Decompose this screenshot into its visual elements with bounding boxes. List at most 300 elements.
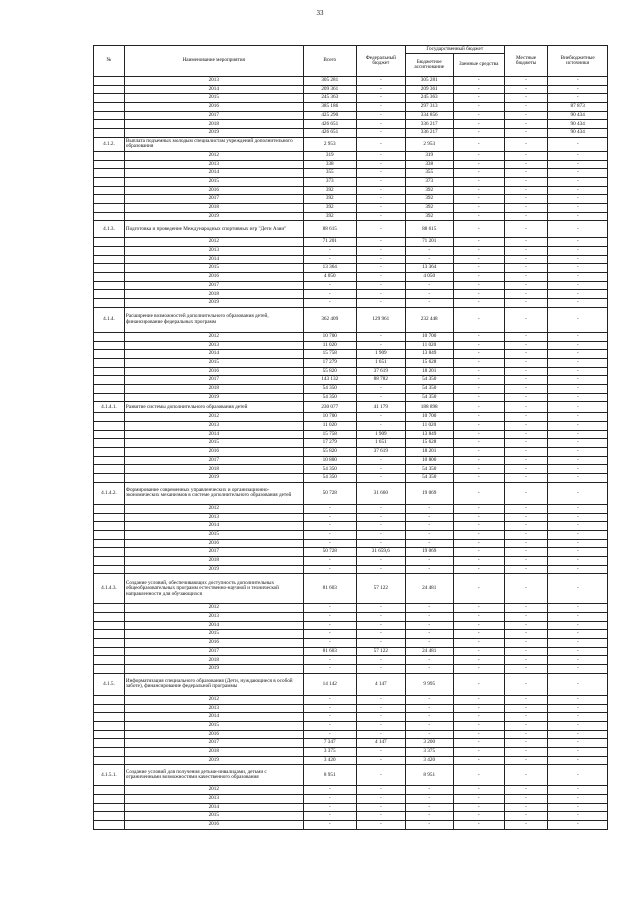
cell-local: - [504, 695, 548, 704]
table-row-program [94, 137, 608, 151]
cell-extra: - [548, 513, 608, 522]
table-row-program [94, 482, 608, 504]
cell-local: - [504, 367, 548, 376]
cell-total: 362 409 [303, 307, 356, 332]
cell-year: 2014 [124, 522, 303, 531]
cell-budget: 54 350 [405, 474, 453, 483]
table-row-year [94, 695, 608, 704]
cell-loan: - [453, 439, 504, 448]
table-row-year [94, 448, 608, 457]
cell-code [94, 522, 125, 531]
cell-extra: - [548, 673, 608, 695]
cell-federal: - [356, 393, 405, 402]
cell-local: - [504, 255, 548, 264]
cell-code: 4.1.4.3. [94, 574, 125, 604]
cell-extra: - [548, 574, 608, 604]
cell-year: 2018 [124, 384, 303, 393]
cell-federal: - [356, 413, 405, 422]
cell-year: 2013 [124, 422, 303, 431]
table-row-year [94, 639, 608, 648]
cell-year: 2014 [124, 430, 303, 439]
table-row-program [94, 765, 608, 786]
table-row-year [94, 273, 608, 282]
cell-local: - [504, 290, 548, 299]
cell-extra: - [548, 522, 608, 531]
cell-total: - [303, 821, 356, 830]
cell-budget: - [405, 821, 453, 830]
cell-local: - [504, 94, 548, 103]
cell-budget: 336 217 [405, 129, 453, 138]
cell-code [94, 376, 125, 385]
cell-budget: 392 [405, 186, 453, 195]
cell-code [94, 238, 125, 247]
cell-loan: - [453, 169, 504, 178]
cell-federal: - [356, 151, 405, 160]
cell-extra: - [548, 151, 608, 160]
cell-code: 4.1.2. [94, 137, 125, 151]
cell-total: 319 [303, 151, 356, 160]
cell-code [94, 203, 125, 212]
cell-extra: - [548, 430, 608, 439]
cell-budget: - [405, 695, 453, 704]
cell-extra: - [548, 203, 608, 212]
cell-year: 2016 [124, 448, 303, 457]
cell-total: 385 186 [303, 103, 356, 112]
cell-total: - [303, 281, 356, 290]
cell-local: - [504, 212, 548, 221]
cell-federal: 57 122 [356, 647, 405, 656]
cell-budget: 54 350 [405, 393, 453, 402]
cell-local: - [504, 565, 548, 574]
cell-extra: - [548, 539, 608, 548]
cell-federal: - [356, 384, 405, 393]
table-row-year [94, 747, 608, 756]
cell-federal: - [356, 730, 405, 739]
cell-federal: - [356, 747, 405, 756]
cell-extra: - [548, 765, 608, 786]
cell-local: - [504, 765, 548, 786]
cell-code [94, 604, 125, 613]
cell-loan: - [453, 430, 504, 439]
cell-budget: - [405, 613, 453, 622]
cell-total: 11 020 [303, 422, 356, 431]
cell-local: - [504, 350, 548, 359]
cell-local: - [504, 448, 548, 457]
cell-extra: - [548, 656, 608, 665]
table-row-year [94, 730, 608, 739]
cell-loan: - [453, 639, 504, 648]
cell-year: 2017 [124, 739, 303, 748]
cell-code [94, 299, 125, 308]
cell-local: - [504, 665, 548, 674]
cell-local: - [504, 474, 548, 483]
cell-loan: - [453, 448, 504, 457]
cell-year: 2014 [124, 85, 303, 94]
cell-loan: - [453, 160, 504, 169]
cell-budget: 355 [405, 169, 453, 178]
cell-budget: 71 201 [405, 238, 453, 247]
cell-year: 2019 [124, 299, 303, 308]
cell-local: - [504, 120, 548, 129]
cell-federal: 1 909 [356, 430, 405, 439]
table-row-year [94, 393, 608, 402]
cell-local: - [504, 656, 548, 665]
cell-extra: - [548, 439, 608, 448]
table-row-year [94, 803, 608, 812]
cell-year: 2012 [124, 695, 303, 704]
cell-extra: - [548, 482, 608, 504]
cell-extra: - [548, 695, 608, 704]
cell-loan: - [453, 203, 504, 212]
cell-total: 10 700 [303, 413, 356, 422]
cell-code [94, 177, 125, 186]
cell-budget: 245 363 [405, 94, 453, 103]
table-row-year [94, 384, 608, 393]
cell-loan: - [453, 482, 504, 504]
cell-total: 3 420 [303, 756, 356, 765]
cell-budget: 11 020 [405, 341, 453, 350]
cell-local: - [504, 621, 548, 630]
table-row-year [94, 299, 608, 308]
cell-total: 81 603 [303, 647, 356, 656]
table-row-year [94, 120, 608, 129]
cell-federal: - [356, 137, 405, 151]
cell-budget: 392 [405, 203, 453, 212]
table-row-year [94, 129, 608, 138]
cell-federal: - [356, 169, 405, 178]
cell-budget: 15 628 [405, 358, 453, 367]
cell-loan: - [453, 765, 504, 786]
cell-budget: 392 [405, 195, 453, 204]
cell-total: 245 363 [303, 94, 356, 103]
cell-year: 2015 [124, 264, 303, 273]
cell-loan: - [453, 120, 504, 129]
cell-local: - [504, 548, 548, 557]
cell-total: 15 758 [303, 430, 356, 439]
cell-extra: - [548, 530, 608, 539]
cell-year: 2012 [124, 604, 303, 613]
cell-year: 2015 [124, 530, 303, 539]
cell-budget: 11 020 [405, 422, 453, 431]
cell-federal: - [356, 504, 405, 513]
cell-budget: - [405, 504, 453, 513]
cell-local: - [504, 513, 548, 522]
cell-budget: - [405, 255, 453, 264]
cell-year: 2015 [124, 630, 303, 639]
cell-code: 4.1.4.1. [94, 402, 125, 413]
cell-loan: - [453, 299, 504, 308]
cell-budget: 8 951 [405, 765, 453, 786]
table-row-year [94, 565, 608, 574]
cell-budget: 338 [405, 160, 453, 169]
cell-loan: - [453, 795, 504, 804]
cell-code [94, 803, 125, 812]
cell-extra: - [548, 639, 608, 648]
cell-local: - [504, 556, 548, 565]
cell-loan: - [453, 456, 504, 465]
cell-code [94, 465, 125, 474]
cell-extra: - [548, 739, 608, 748]
cell-budget: 373 [405, 177, 453, 186]
cell-local: - [504, 504, 548, 513]
cell-budget: - [405, 721, 453, 730]
cell-code [94, 212, 125, 221]
cell-local: - [504, 465, 548, 474]
cell-federal: - [356, 795, 405, 804]
cell-total: 305 281 [303, 77, 356, 86]
cell-local: - [504, 307, 548, 332]
cell-federal: - [356, 522, 405, 531]
table-row-year [94, 439, 608, 448]
table-row-year [94, 160, 608, 169]
cell-loan: - [453, 747, 504, 756]
cell-extra: - [548, 307, 608, 332]
cell-extra: - [548, 821, 608, 830]
cell-federal: 4 147 [356, 673, 405, 695]
cell-extra: - [548, 812, 608, 821]
cell-total: 17 279 [303, 439, 356, 448]
cell-code [94, 247, 125, 256]
cell-loan: - [453, 539, 504, 548]
cell-budget: 18 201 [405, 367, 453, 376]
table-row-year [94, 281, 608, 290]
cell-year: 2014 [124, 713, 303, 722]
cell-loan: - [453, 630, 504, 639]
cell-budget: - [405, 539, 453, 548]
cell-year: 2017 [124, 548, 303, 557]
cell-year: 2014 [124, 169, 303, 178]
cell-total: - [303, 630, 356, 639]
cell-federal: - [356, 639, 405, 648]
cell-loan: - [453, 332, 504, 341]
cell-federal: - [356, 803, 405, 812]
cell-total: - [303, 704, 356, 713]
cell-year: 2018 [124, 656, 303, 665]
cell-extra: - [548, 548, 608, 557]
cell-local: - [504, 195, 548, 204]
cell-local: - [504, 151, 548, 160]
cell-local: - [504, 413, 548, 422]
cell-total: 209 361 [303, 85, 356, 94]
cell-local: - [504, 604, 548, 613]
cell-local: - [504, 430, 548, 439]
cell-local: - [504, 812, 548, 821]
table-row-year [94, 247, 608, 256]
cell-local: - [504, 332, 548, 341]
cell-extra: - [548, 465, 608, 474]
cell-code [94, 548, 125, 557]
cell-total: 373 [303, 177, 356, 186]
cell-federal: - [356, 160, 405, 169]
cell-loan: - [453, 574, 504, 604]
cell-budget: 4 050 [405, 273, 453, 282]
cell-total: - [303, 565, 356, 574]
cell-code [94, 621, 125, 630]
cell-year: 2017 [124, 647, 303, 656]
cell-federal: - [356, 565, 405, 574]
cell-budget: - [405, 290, 453, 299]
cell-loan: - [453, 103, 504, 112]
cell-year: 2019 [124, 665, 303, 674]
cell-federal: - [356, 665, 405, 674]
cell-loan: - [453, 621, 504, 630]
cell-budget: - [405, 713, 453, 722]
table-row-year [94, 665, 608, 674]
cell-federal: 37 619 [356, 448, 405, 457]
cell-local: - [504, 795, 548, 804]
cell-federal: - [356, 539, 405, 548]
cell-loan: - [453, 647, 504, 656]
table-row-year [94, 85, 608, 94]
cell-extra: - [548, 786, 608, 795]
cell-total: - [303, 803, 356, 812]
cell-loan: - [453, 665, 504, 674]
cell-code [94, 721, 125, 730]
cell-federal: - [356, 332, 405, 341]
cell-extra: - [548, 212, 608, 221]
cell-federal: - [356, 613, 405, 622]
table-row-year [94, 264, 608, 273]
cell-budget: 13 849 [405, 350, 453, 359]
cell-local: - [504, 376, 548, 385]
table-row-year [94, 630, 608, 639]
cell-total: - [303, 539, 356, 548]
cell-federal: - [356, 177, 405, 186]
cell-local: - [504, 247, 548, 256]
cell-code [94, 448, 125, 457]
cell-local: - [504, 673, 548, 695]
cell-code [94, 281, 125, 290]
cell-extra: - [548, 422, 608, 431]
cell-extra: - [548, 456, 608, 465]
cell-extra: - [548, 77, 608, 86]
cell-total: - [303, 299, 356, 308]
cell-loan: - [453, 713, 504, 722]
cell-budget: 19 069 [405, 482, 453, 504]
cell-federal: - [356, 474, 405, 483]
cell-loan: - [453, 786, 504, 795]
cell-extra: - [548, 647, 608, 656]
cell-budget: - [405, 630, 453, 639]
cell-budget: 9 995 [405, 673, 453, 695]
cell-budget: - [405, 530, 453, 539]
cell-federal: - [356, 299, 405, 308]
cell-loan: - [453, 177, 504, 186]
table-body [94, 77, 608, 830]
table-row-year [94, 530, 608, 539]
cell-code [94, 756, 125, 765]
cell-code [94, 812, 125, 821]
cell-local: - [504, 160, 548, 169]
header-no: № [94, 46, 125, 77]
cell-year: 2015 [124, 439, 303, 448]
cell-budget: 19 069 [405, 548, 453, 557]
cell-code [94, 77, 125, 86]
cell-code [94, 513, 125, 522]
cell-extra: - [548, 160, 608, 169]
cell-code [94, 85, 125, 94]
cell-total: - [303, 713, 356, 722]
cell-budget: 305 281 [405, 77, 453, 86]
table-row-year [94, 350, 608, 359]
cell-code: 4.1.4.2. [94, 482, 125, 504]
cell-code [94, 384, 125, 393]
cell-federal: - [356, 812, 405, 821]
cell-total: - [303, 665, 356, 674]
cell-code [94, 195, 125, 204]
cell-extra: 90 434 [548, 120, 608, 129]
cell-budget: 3 420 [405, 756, 453, 765]
cell-year: 2015 [124, 177, 303, 186]
cell-extra: - [548, 413, 608, 422]
cell-loan: - [453, 565, 504, 574]
table-row-year [94, 522, 608, 531]
cell-code: 4.1.4. [94, 307, 125, 332]
cell-federal: - [356, 456, 405, 465]
table-row-program [94, 221, 608, 238]
cell-code [94, 821, 125, 830]
cell-code [94, 186, 125, 195]
cell-federal: 41 179 [356, 402, 405, 413]
budget-table [93, 45, 608, 830]
cell-federal: 37 619 [356, 367, 405, 376]
cell-loan: - [453, 281, 504, 290]
cell-loan: - [453, 721, 504, 730]
cell-total: 2 953 [303, 137, 356, 151]
table-row-year [94, 169, 608, 178]
cell-extra: - [548, 474, 608, 483]
table-row-year [94, 795, 608, 804]
cell-year: 2017 [124, 281, 303, 290]
cell-local: - [504, 422, 548, 431]
table-row-year [94, 556, 608, 565]
table-row-year [94, 376, 608, 385]
cell-federal: 57 122 [356, 574, 405, 604]
cell-federal: - [356, 238, 405, 247]
cell-code [94, 413, 125, 422]
cell-budget: - [405, 704, 453, 713]
cell-loan: - [453, 376, 504, 385]
cell-total: 54 350 [303, 393, 356, 402]
cell-code [94, 129, 125, 138]
cell-year: 2019 [124, 756, 303, 765]
cell-total: 10 700 [303, 332, 356, 341]
cell-local: - [504, 299, 548, 308]
cell-loan: - [453, 504, 504, 513]
cell-year: 2019 [124, 474, 303, 483]
cell-budget: - [405, 604, 453, 613]
cell-code [94, 530, 125, 539]
cell-total: 81 603 [303, 574, 356, 604]
table-row-year [94, 151, 608, 160]
cell-loan: - [453, 384, 504, 393]
cell-extra: - [548, 299, 608, 308]
cell-loan: - [453, 739, 504, 748]
cell-loan: - [453, 673, 504, 695]
cell-total: - [303, 621, 356, 630]
table-row-year [94, 604, 608, 613]
table-row-year [94, 812, 608, 821]
table-row-program [94, 402, 608, 413]
cell-code [94, 332, 125, 341]
header-state-loan: Заемные средства [453, 54, 504, 77]
cell-budget: 334 856 [405, 111, 453, 120]
cell-extra: - [548, 504, 608, 513]
cell-federal: - [356, 721, 405, 730]
cell-total: 8 951 [303, 765, 356, 786]
cell-local: - [504, 456, 548, 465]
cell-year: 2016 [124, 273, 303, 282]
